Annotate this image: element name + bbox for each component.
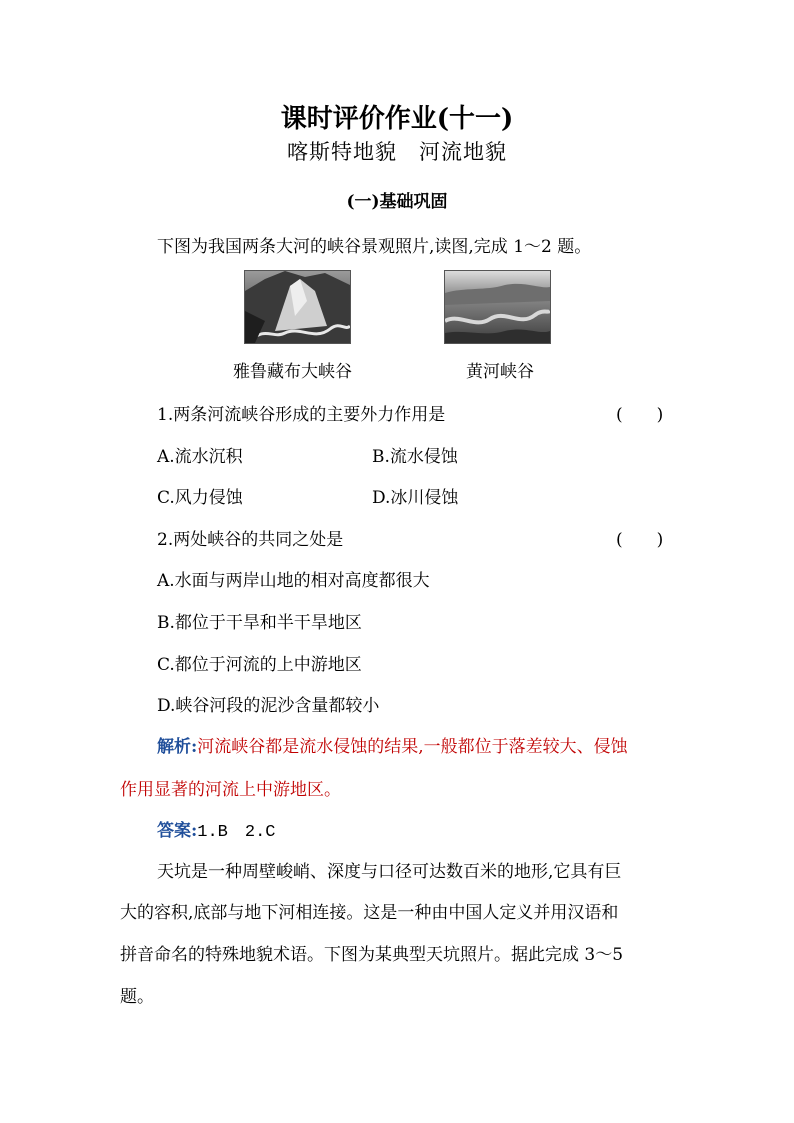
passage-line-4: 题。 xyxy=(120,987,154,1007)
intro-text: 下图为我国两条大河的峡谷景观照片,读图,完成 1～2 题。 xyxy=(157,237,592,257)
answer-label: 答案: xyxy=(157,821,198,841)
analysis-label: 解析: xyxy=(157,737,198,757)
answer-text: 1.B 2.C xyxy=(197,823,276,842)
section-heading: (一)基础巩固 xyxy=(346,192,448,212)
question-2-option-c: C.都位于河流的上中游地区 xyxy=(157,655,362,675)
question-2-option-b: B.都位于干旱和半干旱地区 xyxy=(157,613,362,633)
yellow-river-canyon-photo xyxy=(444,270,551,344)
question-2-stem: 2.两处峡谷的共同之处是 xyxy=(157,530,344,550)
figure-caption-2: 黄河峡谷 xyxy=(466,362,534,382)
analysis-line-2: 作用显著的河流上中游地区。 xyxy=(120,780,341,800)
question-1-answer-bracket: ( ) xyxy=(616,405,664,425)
page-title: 课时评价作业(十一) xyxy=(280,104,514,134)
passage-line-1: 天坑是一种周壁峻峭、深度与口径可达数百米的地形,它具有巨 xyxy=(157,862,622,882)
question-1-option-b: B.流水侵蚀 xyxy=(372,447,458,467)
question-2-option-a: A.水面与两岸山地的相对高度都很大 xyxy=(157,571,430,591)
figure-caption-1: 雅鲁藏布大峡谷 xyxy=(233,362,352,382)
question-2-option-d: D.峡谷河段的泥沙含量都较小 xyxy=(157,696,380,716)
answer-line xyxy=(157,816,276,842)
page-subtitle: 喀斯特地貌 河流地貌 xyxy=(287,140,507,164)
question-1-stem: 1.两条河流峡谷形成的主要外力作用是 xyxy=(157,405,446,425)
passage-line-3: 拼音命名的特殊地貌术语。下图为某典型天坑照片。据此完成 3～5 xyxy=(120,945,624,965)
analysis-text-1: 河流峡谷都是流水侵蚀的结果,一般都位于落差较大、侵蚀 xyxy=(197,737,628,757)
yarlung-canyon-photo xyxy=(244,270,351,344)
question-1-option-c: C.风力侵蚀 xyxy=(157,488,243,508)
analysis-line-1 xyxy=(157,732,628,757)
question-1-option-a: A.流水沉积 xyxy=(157,447,243,467)
passage-line-2: 大的容积,底部与地下河相连接。这是一种由中国人定义并用汉语和 xyxy=(120,903,619,923)
question-1-option-d: D.冰川侵蚀 xyxy=(372,488,459,508)
question-2-answer-bracket: ( ) xyxy=(616,530,664,550)
